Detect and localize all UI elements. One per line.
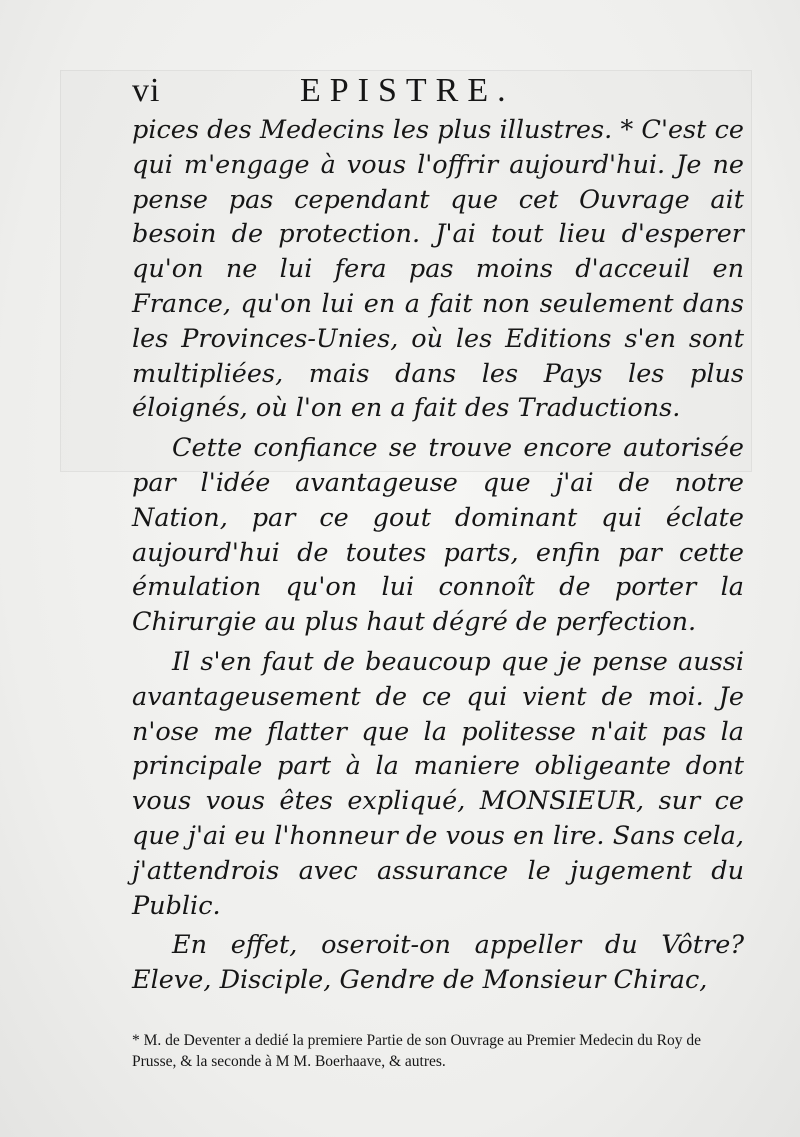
paragraph-4: En effet, oseroit-on appeller du Vôtre? Eleve, Disciple, Gendre de Monsieur Chirac,	[132, 930, 744, 996]
body-text	[132, 113, 744, 1003]
paragraph-1: pices des Medecins les plus illustres. * C'est ce qui m'engage à vous l'offrir aujourd'hui. Je ne pense pas cependant que cet Ouvrage ait besoin de protection. J'ai tout lieu d'esperer qu'on ne lui fera pas moins d'acceuil en France, qu'on lui en a fait non seulement dans les Provinces-Unies, où les Editions s'en sont multipliées, mais dans les Pays les plus éloignés, où l'on en a fait des Traductions.	[132, 115, 744, 424]
page-number: vi	[132, 72, 161, 109]
running-title: EPISTRE.	[300, 72, 515, 109]
paragraph-3: Il s'en faut de beaucoup que je pense aussi avantageusement de ce qui vient de moi. Je n'ose me flatter que la politesse n'ait pas la principale part à la maniere obligeante dont vous vous êtes expliqué, MONSIEUR, sur ce que j'ai eu l'honneur de vous en lire. Sans cela, j'attendrois avec assurance le jugement du Public.	[132, 646, 744, 921]
footnote-rule	[132, 1020, 744, 1021]
footnote: * M. de Deventer a dedié la premiere Partie de son Ouvrage au Premier Medecin du Roy de Prusse, & la seconde à M M. Boerhaave, & autres.	[132, 1032, 701, 1070]
paragraph-2: Cette confiance se trouve encore autorisée par l'idée avantageuse que j'ai de notre Nation, par ce gout dominant qui éclate aujourd'hui de toutes parts, enfin par cette émulation qu'on lui connoît de porter la Chirurgie au plus haut dégré de perfection.	[132, 433, 744, 638]
